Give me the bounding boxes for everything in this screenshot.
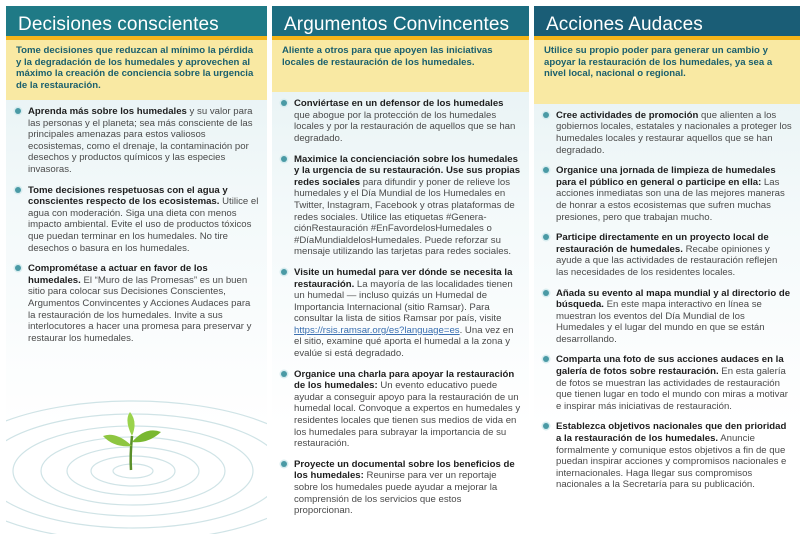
list-item: Organice una jornada de limpieza de humedales para el público en general o participe en ella: Las acciones inmediatas son una de las mejores maneras de honrar a estos ecosistemas que sufren muchas presiones, pero que trabajan mucho. [542,165,792,223]
sprout-icon [103,412,161,470]
ramsar-link[interactable]: https://rsis.ramsar.org/es?language=es [294,324,460,336]
list-item: Organice una charla para apoyar la restauración de los humedales: Un evento educativo puede ayudar a conseguir apoyo para la restauración de un humedal local. Convoque a expertos en humedales y residentes locales que tienen sus medios de vida en los humedales para subrayar la importancia de su restauración. [280,369,521,450]
list-item: Participe directamente en un proyecto local de restauración de humedales. Recabe opiniones y ayude a que las actividades de restauración reflejen las necesidades de los residentes locales. [542,232,792,278]
list-item: Comparta una foto de sus acciones audaces en la galería de fotos sobre restauración. En esta galería de fotos se muestran las actividades de restauración que tienen lugar en todo el mundo con miras a motivar e inspirar más iniciativas de restauración. [542,354,792,412]
column-intro: Tome decisiones que reduzcan al mínimo la pérdida y la degradación de los humedales y aprovechen al máximo la creación de conciencia sobre la urgencia de la restauración. [6,40,267,100]
column-acciones-audaces [534,6,800,534]
list-item: Proyecte un documental sobre los beneficios de los humedales: Reunirse para ver un reportaje sobre los humedales puede ayudar a mejorar la comprensión de los servicios que estos proporcionan. [280,459,521,517]
column-intro: Aliente a otros para que apoyen las iniciativas locales de restauración de los humedales. [272,40,529,92]
column-title: Decisiones conscientes [6,6,267,36]
list-item: Establezca objetivos nacionales que den prioridad a la restauración de los humedales. Anuncie formalmente y comunique estos objetivos a fin de que puedan inspirar acciones y compromisos nacionales e internacionales. Haga llegar sus compromisos nacionales a la Secretaría para su publicación. [542,421,792,491]
column-title: Acciones Audaces [534,6,800,36]
column-intro: Utilice su propio poder para generar un cambio y apoyar la restauración de los humedales, ya sea a nivel local, nacional o regional. [534,40,800,104]
list-item: Cree actividades de promoción que alienten a los gobiernos locales, estatales y nacionales a proteger los humedales locales y restaurar aquellos que se han degradado. [542,110,792,156]
column-title: Argumentos Convincentes [272,6,529,36]
list-item: Aprenda más sobre los humedales y su valor para las personas y el planeta; sea más consciente de las principales amenazas para estos valiosos ecosistemas, como el drenaje, la contaminación por desechos y productos químicos y las especies invasoras. [14,106,259,176]
list-item: Añada su evento al mapa mundial y al directorio de búsqueda. En este mapa interactivo en línea se muestran los eventos del Día Mundial de los Humedales y el lugar del mundo en que se están desarrollando. [542,288,792,346]
list-item: Visite un humedal para ver dónde se necesita la restauración. La mayoría de las localidades tienen un humedal — incluso quizás un Humedal de Importancia Internacional (sitio Ramsar). Para consultar la lista de sitios Ramsar por país, visite https://rsis.ramsar.org/es?language=es. Una vez en el sitio, examine qué aporta el humedal a la zona y evalúe si está degradado. [280,267,521,360]
column-argumentos-convincentes [272,6,529,534]
list-item: Comprométase a actuar en favor de los humedales. El “Muro de las Promesas” es un buen sitio para colocar sus Decisiones Conscientes, Argumentos Convincentes y Acciones Audaces para la restauración de los humedales. Invite a sus interlocutores a hacer una promesa para preservar y restaurar los humedales. [14,263,259,344]
list-item: Maximice la concienciación sobre los humedales y la urgencia de su restauración. Use sus propias redes sociales para difundir y poner de relieve los humedales y el Día Mundial de los Humedales en Twitter, Instagram, Facebook y otras plataformas de redes sociales. Utilice las etiquetas #GeneraciónRestauración #EnFavordelosHumedales o #DíaMundialdelosHumedales. Puede reforzar su mensaje utilizando las tarjetas para redes sociales. [280,154,521,258]
column-decisiones-conscientes [6,6,267,534]
list-item: Conviértase en un defensor de los humedales que abogue por la protección de los humedales locales y por la restauración de aquellos que se han degradado. [280,98,521,144]
list-item: Tome decisiones respetuosas con el agua y conscientes respecto de los ecosistemas. Utilice el agua con moderación. Siga una dieta con menos impacto ambiental. Evite el uso de productos tóxicos que puedan terminar en los humedales. No tire desechos o basura en los humedales. [14,185,259,255]
